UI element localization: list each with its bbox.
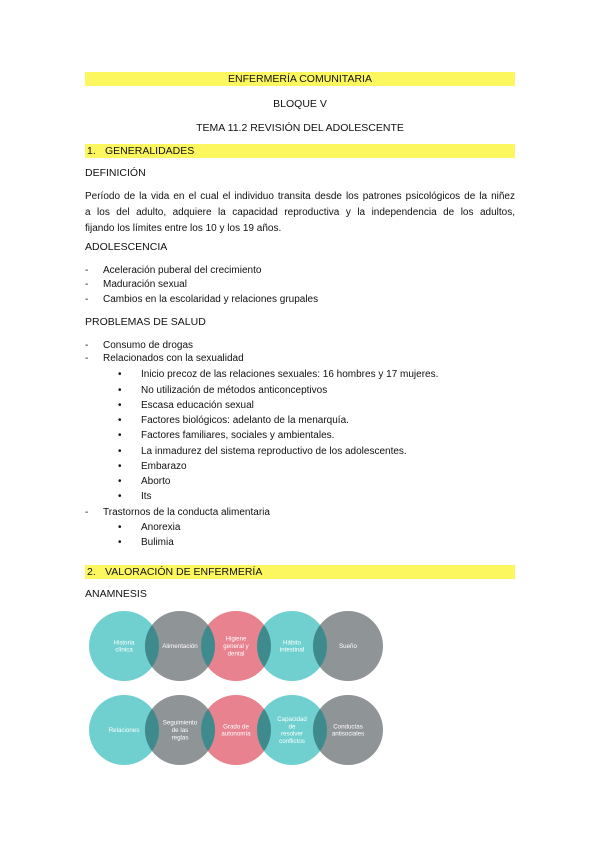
topic-title: TEMA 11.2 REVISIÓN DEL ADOLESCENTE <box>196 122 404 134</box>
section-1-number: 1. <box>87 145 96 157</box>
anamnesis-circle-label: Grado de autonomía <box>221 723 251 738</box>
bullet-marker: • <box>118 385 122 396</box>
circle-row-1 <box>89 611 383 681</box>
sub-list-item-text: Its <box>141 491 152 502</box>
sub-list-item-text: Aborto <box>141 476 171 487</box>
circle-row-2 <box>89 695 383 765</box>
block-title: BLOQUE V <box>273 98 327 110</box>
bullet-marker: • <box>118 430 122 441</box>
health-problems-heading: PROBLEMAS DE SALUD <box>85 316 206 328</box>
sub-list-item-text: Inicio precoz de las relaciones sexuales: 16 hombres y 17 mujeres. <box>141 369 439 380</box>
bullet-marker: • <box>118 369 122 380</box>
anamnesis-circle-label: Historia clínica <box>113 639 135 654</box>
sub-list-item-text: No utilización de métodos anticonceptivos <box>141 385 328 396</box>
sub-list-item-text: Bulimia <box>141 537 174 548</box>
definition-line: fijando los límites entre los 10 y los 19 años. <box>85 223 282 234</box>
list-item-text: Trastornos de la conducta alimentaria <box>103 507 270 518</box>
definition-heading: DEFINICIÓN <box>85 167 146 179</box>
bullet-marker: • <box>118 415 122 426</box>
anamnesis-circle-label: Conductas antisociales <box>331 723 365 738</box>
sub-list-item-text: Escasa educación sexual <box>141 400 254 411</box>
list-item-text: Aceleración puberal del crecimiento <box>103 265 262 276</box>
bullet-marker: • <box>118 522 122 533</box>
anamnesis-circle-label: Relaciones <box>108 727 140 734</box>
sub-list-item-text: Factores familiares, sociales y ambientales. <box>141 430 335 441</box>
course-title: ENFERMERÍA COMUNITARIA <box>228 73 372 85</box>
anamnesis-circle-label: Sueño <box>339 643 357 650</box>
dash-marker: - <box>85 340 89 351</box>
anamnesis-circle-label: Seguimiento de las reglas <box>162 719 198 742</box>
anamnesis-heading: ANAMNESIS <box>85 588 147 600</box>
anamnesis-circle-label: Alimentación <box>162 643 198 650</box>
section-1-title: GENERALIDADES <box>105 145 195 157</box>
section-2-number: 2. <box>87 566 96 578</box>
sub-list-item-text: Factores biológicos: adelanto de la menarquía. <box>141 415 349 426</box>
dash-marker: - <box>85 507 89 518</box>
anamnesis-circle-label: Hábito intestinal <box>279 639 305 654</box>
definition-line: a los del adulto, adquiere la capacidad reproductiva y la independencia de los adultos, <box>85 207 515 218</box>
list-item-text: Relacionados con la sexualidad <box>103 353 244 364</box>
anamnesis-circle-label: Higiene general y dental <box>223 635 249 658</box>
list-item-text: Consumo de drogas <box>103 340 194 351</box>
dash-marker: - <box>85 294 89 305</box>
list-item-text: Maduración sexual <box>103 279 187 290</box>
adolescence-heading: ADOLESCENCIA <box>85 241 168 253</box>
bullet-marker: • <box>118 537 122 548</box>
dash-marker: - <box>85 279 89 290</box>
anamnesis-circle-label: Capacidad de resolver conflictos <box>277 715 307 746</box>
section-2-title: VALORACIÓN DE ENFERMERÍA <box>105 566 263 578</box>
list-item-text: Cambios en la escolaridad y relaciones grupales <box>103 294 319 305</box>
sub-list-item-text: Embarazo <box>141 461 187 472</box>
sub-list-item-text: La inmadurez del sistema reproductivo de los adolescentes. <box>141 446 407 457</box>
definition-line: Período de la vida en el cual el individuo transita desde los patrones psicológicos de la niñez <box>85 191 515 202</box>
bullet-marker: • <box>118 491 122 502</box>
dash-marker: - <box>85 265 89 276</box>
sub-list-item-text: Anorexia <box>141 522 181 533</box>
bullet-marker: • <box>118 461 122 472</box>
dash-marker: - <box>85 353 89 364</box>
bullet-marker: • <box>118 476 122 487</box>
bullet-marker: • <box>118 446 122 457</box>
bullet-marker: • <box>118 400 122 411</box>
